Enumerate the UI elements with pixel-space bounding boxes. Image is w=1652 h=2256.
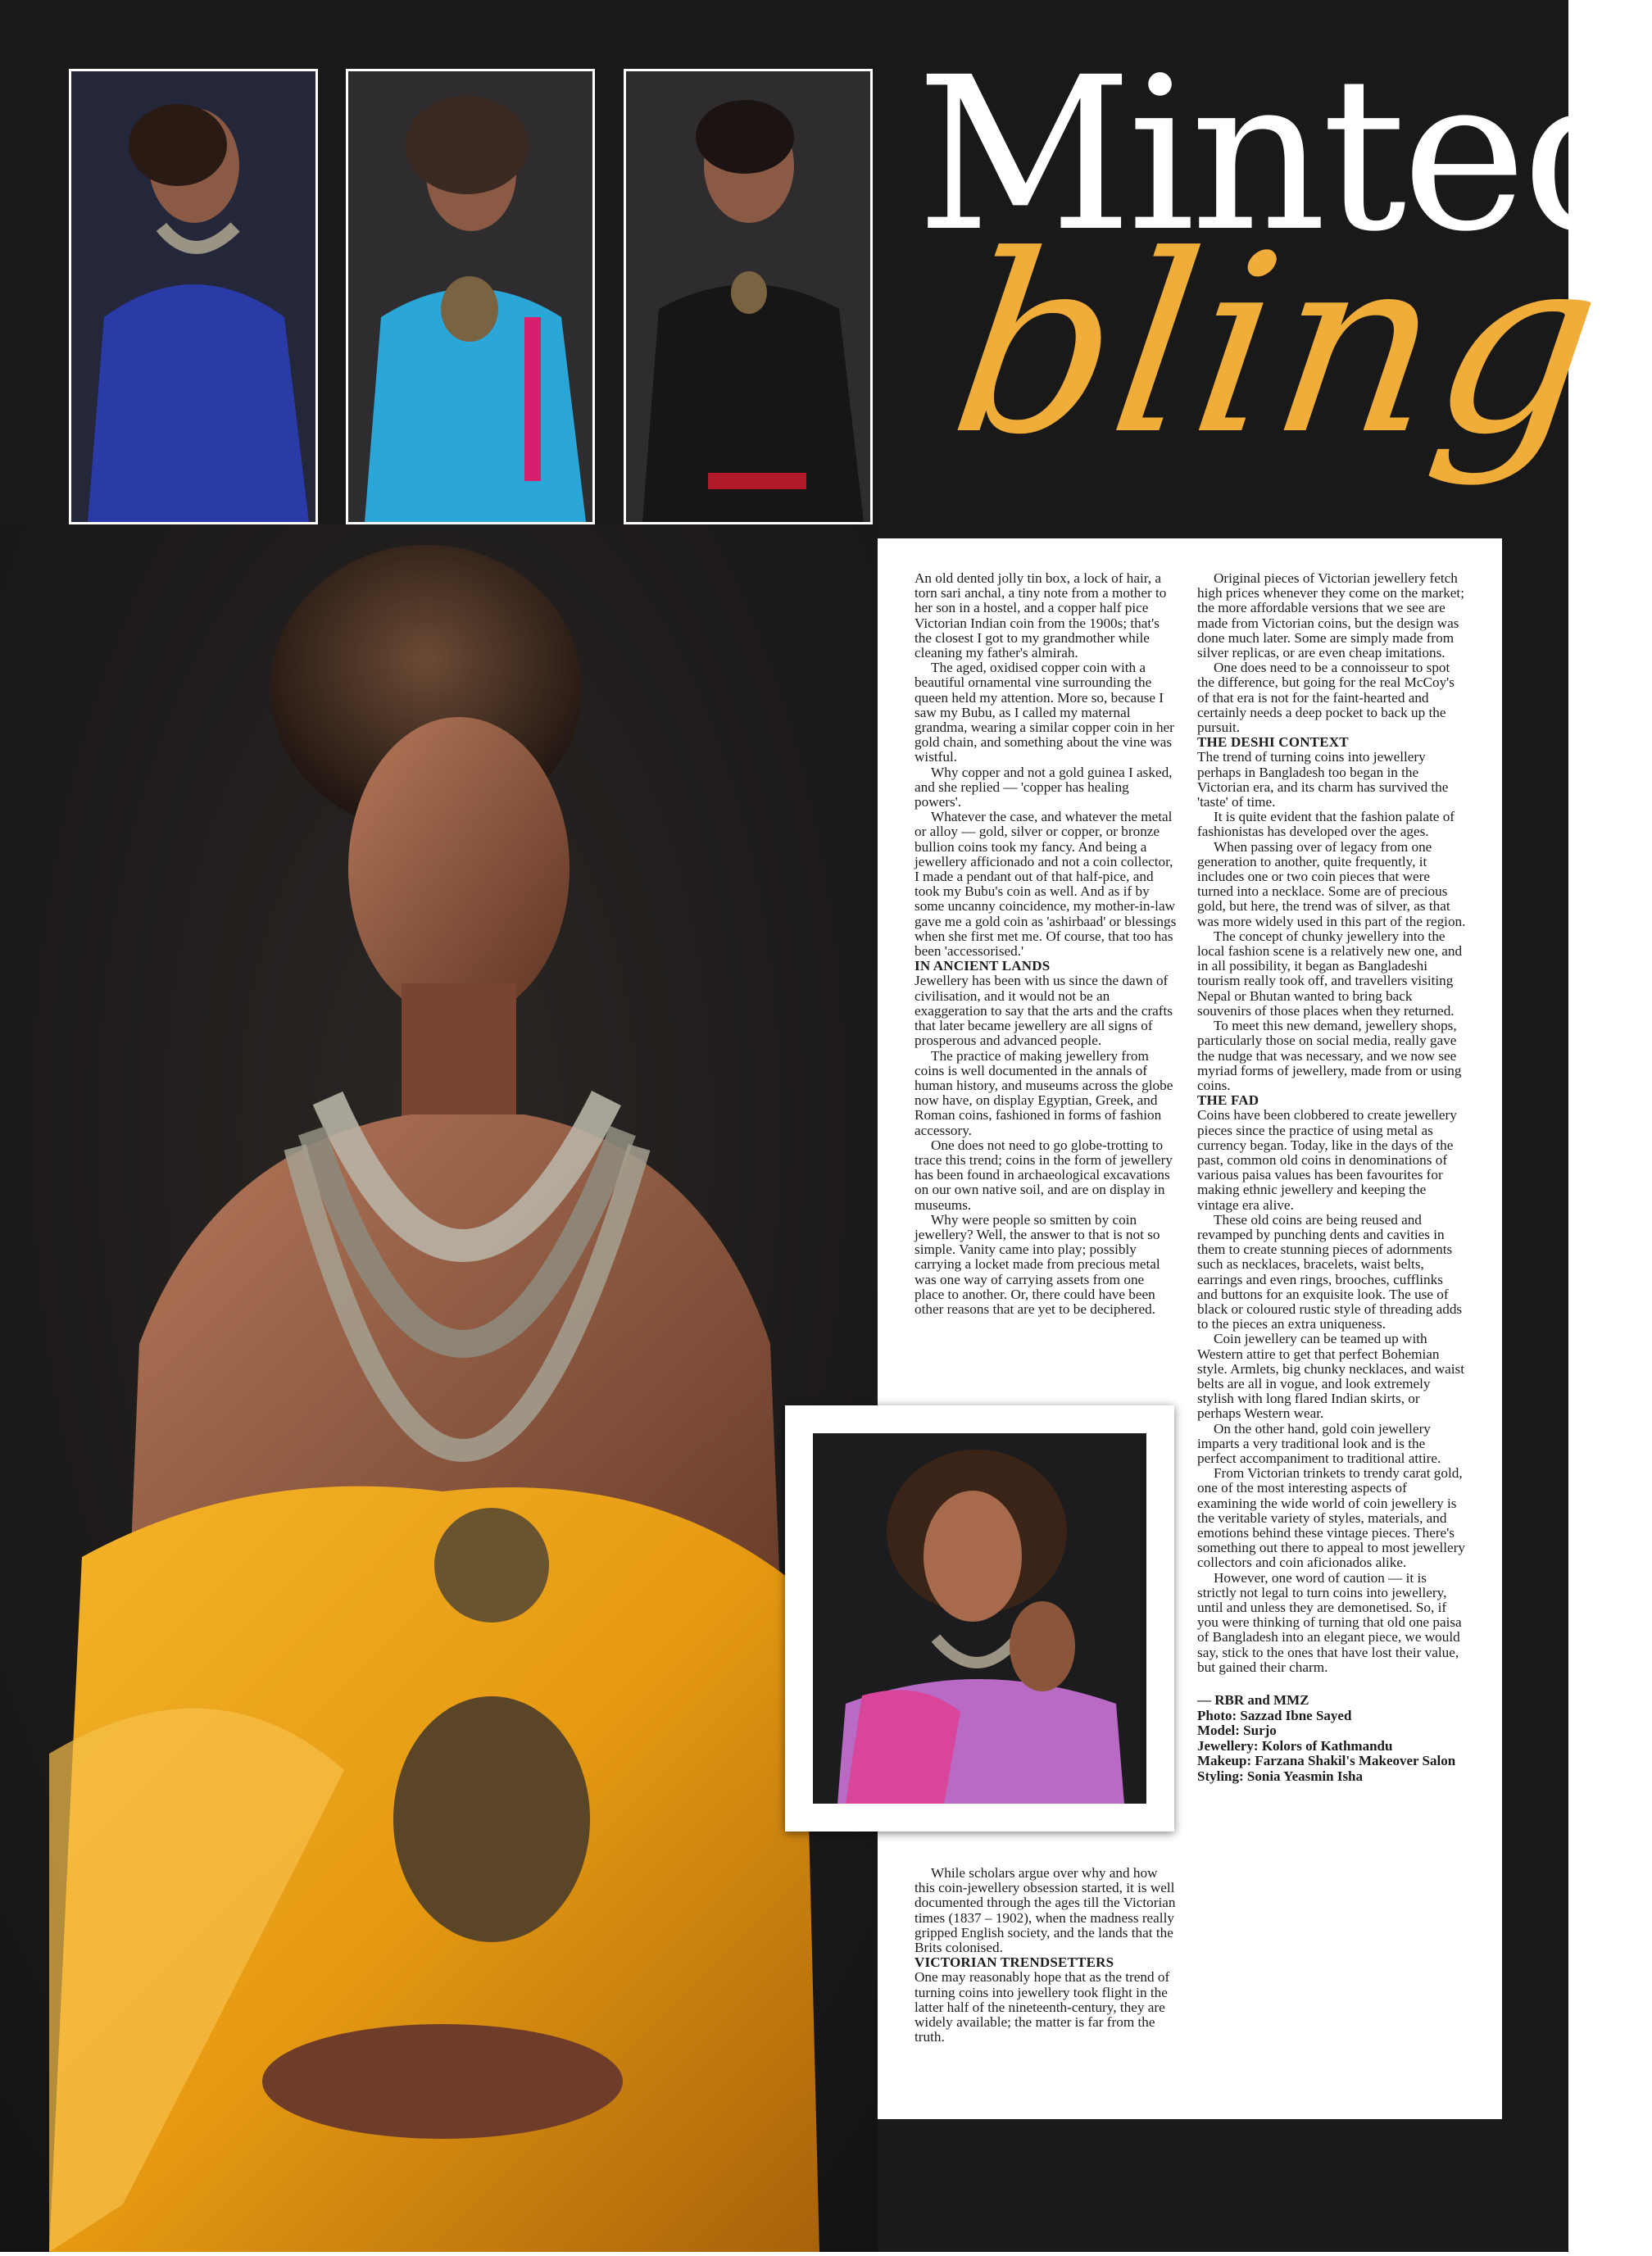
- credit-model: Model: Surjo: [1197, 1723, 1277, 1739]
- article-text-panel: [878, 538, 1502, 2119]
- credit-jewellery: Jewellery: Kolors of Kathmandu: [1197, 1737, 1393, 1754]
- paragraph: The practice of making jewellery from coins is well documented in the annals of human history, and museums across the globe now have, on display Egyptian, Greek, and Roman coins, fashioned in forms of fashion accessory.: [914, 1047, 1173, 1138]
- credit-styling: Styling: Sonia Yeasmin Isha: [1197, 1768, 1364, 1784]
- thumbnail-photo-1: [69, 69, 318, 524]
- paragraph: It is quite evident that the fashion palate of fashionistas has developed over the ages.: [1197, 809, 1455, 840]
- paragraph: Coin jewellery can be teamed up with Western attire to get that perfect Bohemian style. Armlets, big chunky necklaces, and waist belts are all in vogue, and look extremely stylish with long flared Indian skirts, or perhaps Western wear.: [1197, 1331, 1465, 1422]
- paragraph: An old dented jolly tin box, a lock of hair, a torn sari anchal, a tiny note from a mother to her son in a hostel, and a copper half pice Victorian Indian coin from the 1900s; that's the closest I got to my grandmother while cleaning my father's almirah.: [914, 570, 1167, 661]
- section-heading-fad: THE FAD: [1197, 1092, 1259, 1109]
- inset-photo-frame: [785, 1405, 1174, 1832]
- thumbnail-photo-3: [624, 69, 873, 524]
- credit-authors: — RBR and MMZ: [1197, 1692, 1309, 1709]
- paragraph: One may reasonably hope that as the trend of turning coins into jewellery took flight in the latter half of the nineteenth-century, they are widely available; the matter is far from the truth.: [914, 1969, 1170, 2045]
- paragraph: The aged, oxidised copper coin with a beautiful ornamental vine surrounding the queen held my attention. More so, because I saw my Bubu, as I called my maternal grandma, wearing a similar copper coin in her gold chain, and something about the vine was wistful.: [914, 660, 1174, 765]
- thumbnail-photo-2: [346, 69, 595, 524]
- paragraph: Original pieces of Victorian jewellery fetch high prices whenever they come on the market; the more affordable versions that we see are made from Victorian coins, but the design was done much later. Some are simply made from silver replicas, or are even cheap imitations.: [1197, 570, 1464, 661]
- paragraph: One does need to be a connoisseur to spot the difference, but going for the real McCoy's of that era is not for the faint-hearted and certainly needs a deep pocket to back up the pursuit.: [1197, 660, 1455, 736]
- section-heading-deshi: THE DESHI CONTEXT: [1197, 734, 1349, 751]
- article-column-1-top: [914, 571, 1177, 1317]
- paragraph: One does not need to go globe-trotting to trace this trend; coins in the form of jewellery has been found in archaeological excavations on our own native soil, and are on display in museums.: [914, 1137, 1173, 1213]
- section-heading-victorian: VICTORIAN TRENDSETTERS: [914, 1954, 1114, 1971]
- credit-photo: Photo: Sazzad Ibne Sayed: [1197, 1707, 1352, 1723]
- paragraph: When passing over of legacy from one generation to another, quite frequently, it includes one or two coin pieces that were turned into a necklace. Some are of precious gold, but here, the trend was of silver, as that was more widely used in this part of the region.: [1197, 838, 1466, 929]
- paragraph: The concept of chunky jewellery into the local fashion scene is a relatively new one, and in all possibility, it began as Bangladeshi tourism really took off, and travellers visiting Nepal or Bhutan wanted to bring back souvenirs of those places when they returned.: [1197, 928, 1463, 1019]
- paragraph: To meet this new demand, jewellery shops, particularly those on social media, really gave the nudge that was necessary, and we now see myriad forms of jewellery, made from or using coins.: [1197, 1018, 1462, 1093]
- paragraph: However, one word of caution — it is strictly not legal to turn coins into jewellery, until and unless they are demonetised. So, if you were thinking of turning that old one paisa of Bangladesh into an elegant piece, we would say, stick to the ones that have lost their value, but gained their charm.: [1197, 1569, 1462, 1675]
- inset-photo: [813, 1433, 1146, 1804]
- paragraph: Why copper and not a gold guinea I asked, and she replied — 'copper has healing powers'.: [914, 764, 1173, 810]
- article-column-2: [1197, 571, 1466, 1784]
- paragraph: Jewellery has been with us since the dawn of civilisation, and it would not be an exaggeration to say that the arts and the crafts that later became jewellery are all signs of prosperous and advanced people.: [914, 973, 1173, 1049]
- paragraph: Whatever the case, and whatever the metal or alloy — gold, silver or copper, or bronze bullion coins took my fancy. And being a jewellery afficionado and not a coin collector, I made a pendant out of that half-pice, and took my Bubu's coin as well. And as if by some uncanny coincidence, my mother-in-law gave me a gold coin as 'ashirbaad' or blessings when she first met me. Of course, that too has been 'accessorised.': [914, 809, 1177, 960]
- paragraph: Coins have been clobbered to create jewellery pieces since the practice of using metal as currency began. Today, like in the days of the past, common old coins in denominations of various paisa values has been favourites for making ethnic jewellery and keeping the vintage era alive.: [1197, 1107, 1457, 1213]
- photo-credits: [1197, 1693, 1466, 1784]
- paragraph: Why were people so smitten by coin jewellery? Well, the answer to that is not so simple. Vanity came into play; possibly carrying a locket made from precious metal was one way of carrying assets from one place to another. Or, there could have been other reasons that are yet to be deciphered.: [914, 1211, 1160, 1317]
- main-photo: [0, 524, 878, 2252]
- paragraph: From Victorian trinkets to trendy carat gold, one of the most interesting aspects of examining the wide world of coin jewellery is the veritable variety of styles, materials, and emotions behind these vintage pieces. There's something out there to appeal to most jewellery collectors and coin aficionados alike.: [1197, 1465, 1465, 1571]
- paragraph: While scholars argue over why and how this coin-jewellery obsession started, it is well documented through the ages till the Victorian times (1837 – 1902), when the madness really gripped English society, and the lands that the Brits colonised.: [914, 1865, 1176, 1956]
- section-heading-ancient: IN ANCIENT LANDS: [914, 958, 1051, 974]
- paragraph: These old coins are being reused and revamped by punching dents and cavities in them to create stunning pieces of adornments such as necklaces, bracelets, waist belts, earrings and even rings, brooches, cufflinks and buttons for an exquisite look. The use of black or coloured rustic style of threading adds to the pieces an extra uniqueness.: [1197, 1211, 1463, 1332]
- credit-makeup: Makeup: Farzana Shakil's Makeover Salon: [1197, 1753, 1456, 1769]
- paragraph: The trend of turning coins into jewellery perhaps in Bangladesh too began in the Victorian era, and its charm has survived the 'taste' of time.: [1197, 749, 1449, 810]
- article-column-1-bottom: [914, 1866, 1177, 2045]
- paragraph: On the other hand, gold coin jewellery imparts a very traditional look and is the perfect accompaniment to traditional attire.: [1197, 1420, 1441, 1466]
- title-bling: bling: [938, 202, 1618, 488]
- title-minted: Minted: [916, 32, 1652, 278]
